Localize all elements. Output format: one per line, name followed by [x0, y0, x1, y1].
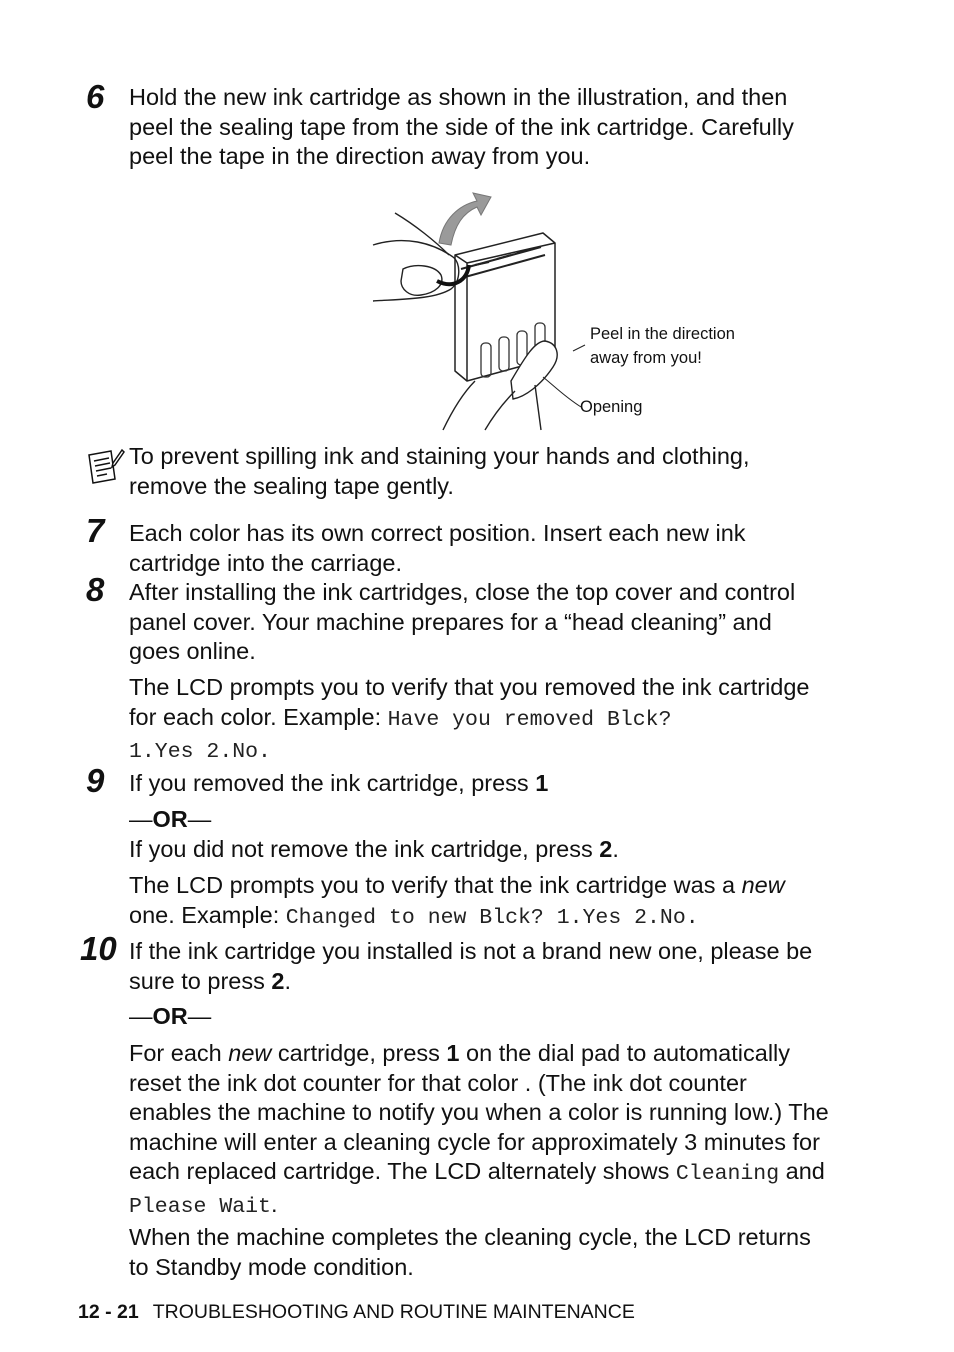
step-9-text-prefix: If you removed the ink cartridge, press — [129, 770, 536, 796]
step-number-6: 6 — [86, 78, 105, 115]
callout-peel-line-2: away from you! — [590, 348, 702, 367]
callout-opening: Opening — [580, 398, 643, 416]
or-divider-9: —OR— — [129, 806, 212, 832]
step-10-final-text: When the machine completes the cleaning cycle, the LCD returns to Standby mode condition. — [129, 1224, 811, 1280]
step-number-9: 9 — [86, 762, 105, 799]
lcd-message-please-wait: Please Wait — [129, 1194, 271, 1219]
step-10-paragraph — [129, 1039, 831, 1223]
step-9-lcd-intro: The LCD prompts you to verify that the ink cartridge was a — [129, 872, 742, 898]
key-2-step-10: 2 — [271, 967, 285, 994]
step-9-alt-prefix: If you did not remove the ink cartridge, press — [129, 836, 600, 862]
cartridge-illustration — [365, 185, 785, 435]
step-9-lcd-paragraph — [129, 871, 839, 933]
lcd-message-removed: Have you removed Blck? — [387, 707, 672, 732]
note-pad-icon — [85, 447, 125, 487]
key-1: 1 — [535, 770, 549, 796]
or-label-10: OR — [152, 1003, 188, 1029]
page-footer — [78, 1300, 635, 1324]
key-1-step-10: 1 — [446, 1040, 460, 1066]
step-number-8: 8 — [86, 571, 105, 608]
emphasis-new-10: new — [228, 1040, 272, 1066]
step-6-text: Hold the new ink cartridge as shown in the illustration, and then peel the sealing tape from the side of the ink cartridge. Carefully peel the tape in the direction away from you. — [129, 84, 794, 170]
step-9-text — [129, 769, 829, 799]
or-divider-10: —OR— — [129, 1003, 212, 1029]
lcd-message-yes-no: 1.Yes 2.No. — [129, 740, 271, 765]
step-10-p-c: on the dial pad to automatically reset the ink dot counter for that color . (The ink dot counter enables the machine to notify you when a color is running low.) The machine will enter a cleaning cycle for approximately 3 minutes for each replaced cartridge. The LCD alternately shows — [129, 1040, 829, 1185]
step-8-text: After installing the ink cartridges, close the top cover and control panel cover. Your machine prepares for a “head cleaning” and goes online. — [129, 579, 796, 665]
step-number-7: 7 — [86, 512, 105, 549]
step-7-text: Each color has its own correct position. Insert each new ink cartridge into the carriage. — [129, 520, 746, 576]
step-10-period: . — [284, 967, 291, 994]
page-number: 12 - 21 — [78, 1301, 139, 1323]
step-10-text — [129, 937, 829, 996]
note-text: To prevent spilling ink and staining your hands and clothing, remove the sealing tape gently. — [129, 443, 750, 499]
lcd-message-changed: Changed to new Blck? 1.Yes 2.No. — [285, 905, 699, 930]
or-label-9: OR — [152, 806, 188, 832]
step-8-lcd-paragraph — [129, 673, 829, 768]
step-9-alt-text — [129, 835, 829, 865]
step-10-and: and — [779, 1158, 825, 1185]
step-9-lcd-line2: one. Example: — [129, 901, 286, 928]
callout-peel-line-1: Peel in the direction — [590, 325, 735, 343]
lcd-message-cleaning: Cleaning — [675, 1162, 780, 1187]
key-2: 2 — [599, 836, 613, 862]
step-number-10: 10 — [80, 930, 117, 967]
step-8-lcd-intro: The LCD prompts you to verify that you removed the ink cartridge for each color. Example: — [129, 674, 810, 730]
step-9-alt-period: . — [612, 836, 619, 862]
step-10-p-b: cartridge, press — [271, 1040, 447, 1066]
emphasis-new: new — [741, 872, 785, 898]
step-10-end-period: . — [270, 1190, 278, 1217]
step-10-text-prefix: If the ink cartridge you installed is not a brand new one, please be sure to press — [129, 938, 813, 994]
section-title: TROUBLESHOOTING AND ROUTINE MAINTENANCE — [152, 1301, 635, 1323]
step-10-p-a: For each — [129, 1040, 229, 1066]
